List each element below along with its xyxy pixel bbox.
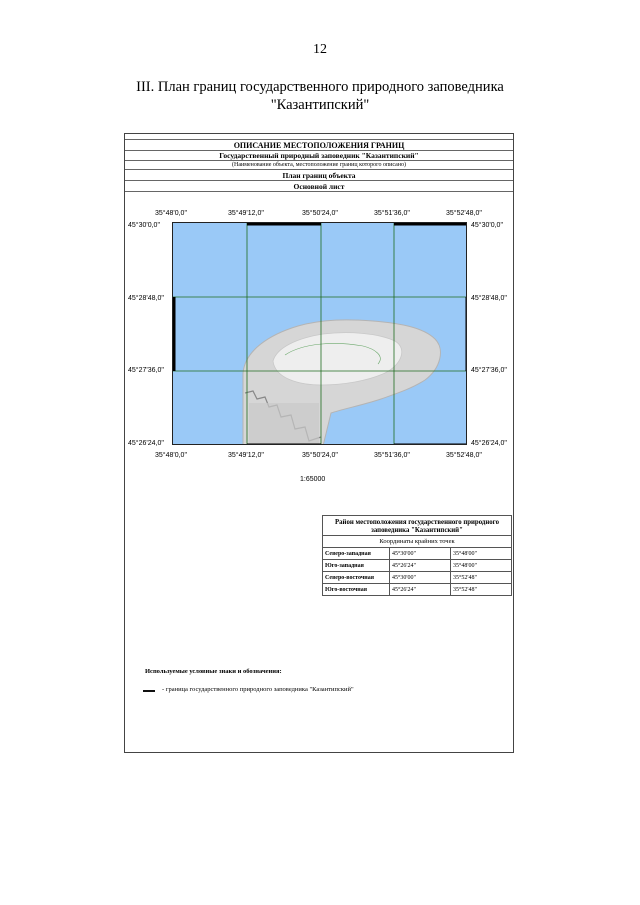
lat-label-left: 45°28'48,0" (128, 295, 164, 302)
page-title (60, 78, 580, 114)
table-row: Юго-западная 45°26'24" 35°48'00" (323, 560, 512, 572)
map-scale: 1:65000 (300, 476, 326, 483)
header-plan: План границ объекта (125, 170, 513, 181)
legend-heading: Используемые условные знаки и обозначения: (145, 668, 282, 675)
lat-label-right: 45°28'48,0" (471, 295, 507, 302)
table-row: Северо-западная 45°30'00" 35°48'00" (323, 548, 512, 560)
boundary-map (172, 222, 467, 445)
lat-label-left: 45°30'0,0" (128, 222, 160, 229)
title-line-2: "Казантипский" (270, 97, 370, 113)
table-row: Юго-восточная 45°26'24" 35°52'48" (323, 584, 512, 596)
lat-label-left: 45°27'36,0" (128, 367, 164, 374)
header-object-name: Государственный природный заповедник "Казантипский" (125, 151, 513, 161)
table-row: Северо-восточная 45°30'00" 35°52'48" (323, 572, 512, 584)
lat-label-right: 45°30'0,0" (471, 222, 503, 229)
boundary-legend-line (143, 690, 155, 692)
table-title: Район местоположения государственного природного заповедника "Казантипский" (323, 516, 512, 536)
settlement-area (249, 403, 319, 445)
lon-label-top: 35°50'24,0" (302, 210, 338, 217)
extreme-points-table (322, 515, 512, 596)
lon-label-bottom: 35°50'24,0" (302, 452, 338, 459)
table-subtitle: Координаты крайних точек (323, 536, 512, 548)
lat-label-right: 45°27'36,0" (471, 367, 507, 374)
header-main-sheet: Основной лист (125, 181, 513, 192)
page-number: 12 (313, 42, 327, 57)
header-description: ОПИСАНИЕ МЕСТОПОЛОЖЕНИЯ ГРАНИЦ (125, 139, 513, 151)
map-graphic (173, 223, 467, 445)
lon-label-bottom: 35°49'12,0" (228, 452, 264, 459)
lon-label-top: 35°51'36,0" (374, 210, 410, 217)
lon-label-top: 35°49'12,0" (228, 210, 264, 217)
lat-label-right: 45°26'24,0" (471, 440, 507, 447)
lon-label-bottom: 35°52'48,0" (446, 452, 482, 459)
lon-label-top: 35°48'0,0" (155, 210, 187, 217)
lon-label-top: 35°52'48,0" (446, 210, 482, 217)
header-object-caption: (Наименование объекта, местоположение границ которого описано) (125, 161, 513, 170)
legend-item: - граница государственного природного заповедника "Казантипский" (162, 686, 354, 693)
lat-label-left: 45°26'24,0" (128, 440, 164, 447)
lon-label-bottom: 35°48'0,0" (155, 452, 187, 459)
title-line-1: III. План границ государственного природного заповедника (136, 79, 504, 95)
lon-label-bottom: 35°51'36,0" (374, 452, 410, 459)
